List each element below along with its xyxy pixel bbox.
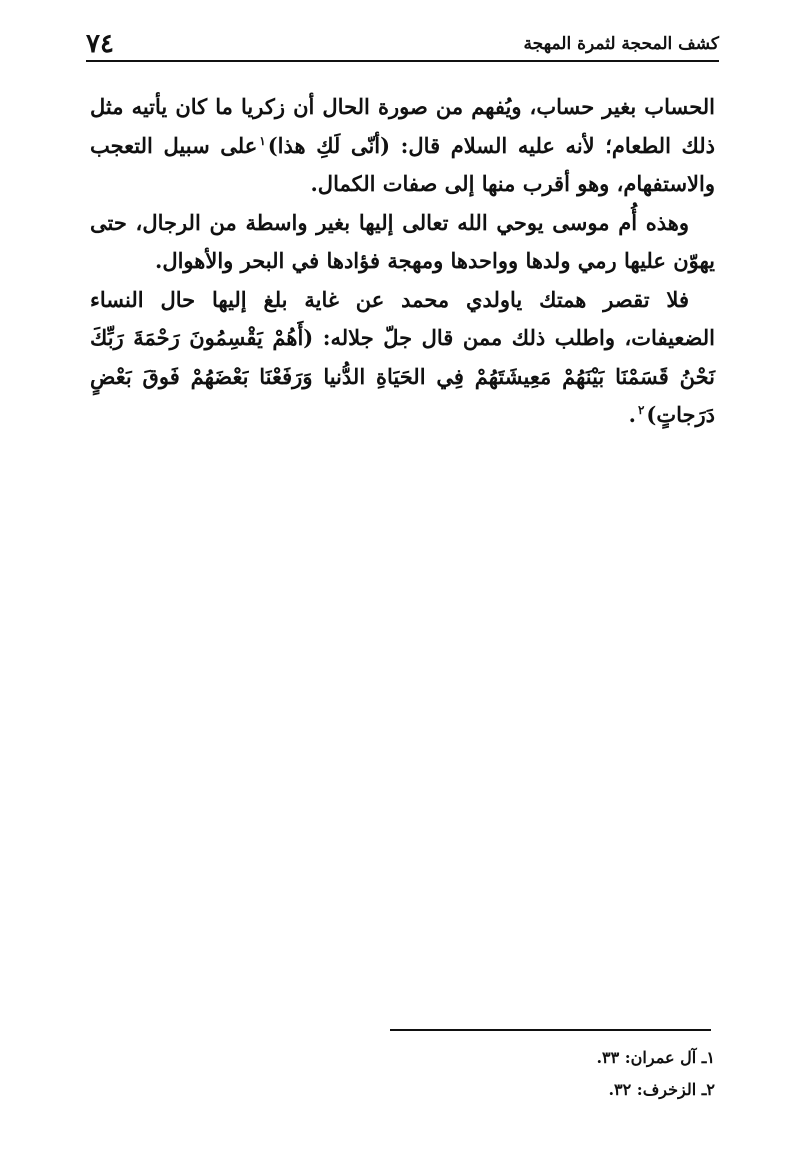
footnote-marker-2: ٢ (637, 403, 645, 417)
running-title: كشف المحجة لثمرة المهجة (523, 34, 719, 54)
footnote-divider (390, 1029, 711, 1031)
footnotes (315, 1042, 715, 1106)
page-header (86, 28, 719, 62)
paragraph-3-text: فلا تقصر همتك ياولدي محمد عن غاية بلغ إليها حال النساء الضعيفات، واطلب ذلك ممن قال جلّ جلاله: (أَهُمْ يَقْسِمُونَ رَحْمَةَ رَبِّكَ نَحْنُ قَسَمْنَا بَيْنَهُمْ مَعِيشَتَهُمْ فِي الحَيَاةِ الدُّنيا وَرَفَعْنَا بَعْضَهُمْ فَوقَ بَعْضٍ دَرَجاتٍ) (90, 286, 715, 427)
paragraph-3-end: . (628, 402, 636, 427)
page-number: ٧٤ (86, 29, 114, 59)
paragraph-2: وهذه أُم موسى يوحي الله تعالى إليها بغير واسطة من الرجال، حتى يهوّن عليها رمي ولدها وواحدها ومهجة فؤادها في البحر والأهوال. (90, 209, 715, 273)
paragraph-1 (90, 88, 715, 204)
paragraph-1-text-continued: على سبيل التعجب والاستفهام، وهو أقرب منها إلى صفات الكمال. (90, 132, 715, 196)
body-text (90, 88, 715, 435)
footnote-1: ١ـ آل عمران: ٣٣. (596, 1048, 715, 1067)
paragraph-3 (90, 281, 715, 435)
footnote-marker-1: ١ (259, 133, 266, 148)
paragraph-1-text: الحساب بغير حساب، ويُفهم من صورة الحال أن زكريا ما كان يأتيه مثل ذلك الطعام؛ لأنه عليه السلام قال: (أنّى لَكِ هذا) (90, 94, 715, 158)
footnote-2: ٢ـ الزخرف: ٣٢. (608, 1080, 715, 1099)
